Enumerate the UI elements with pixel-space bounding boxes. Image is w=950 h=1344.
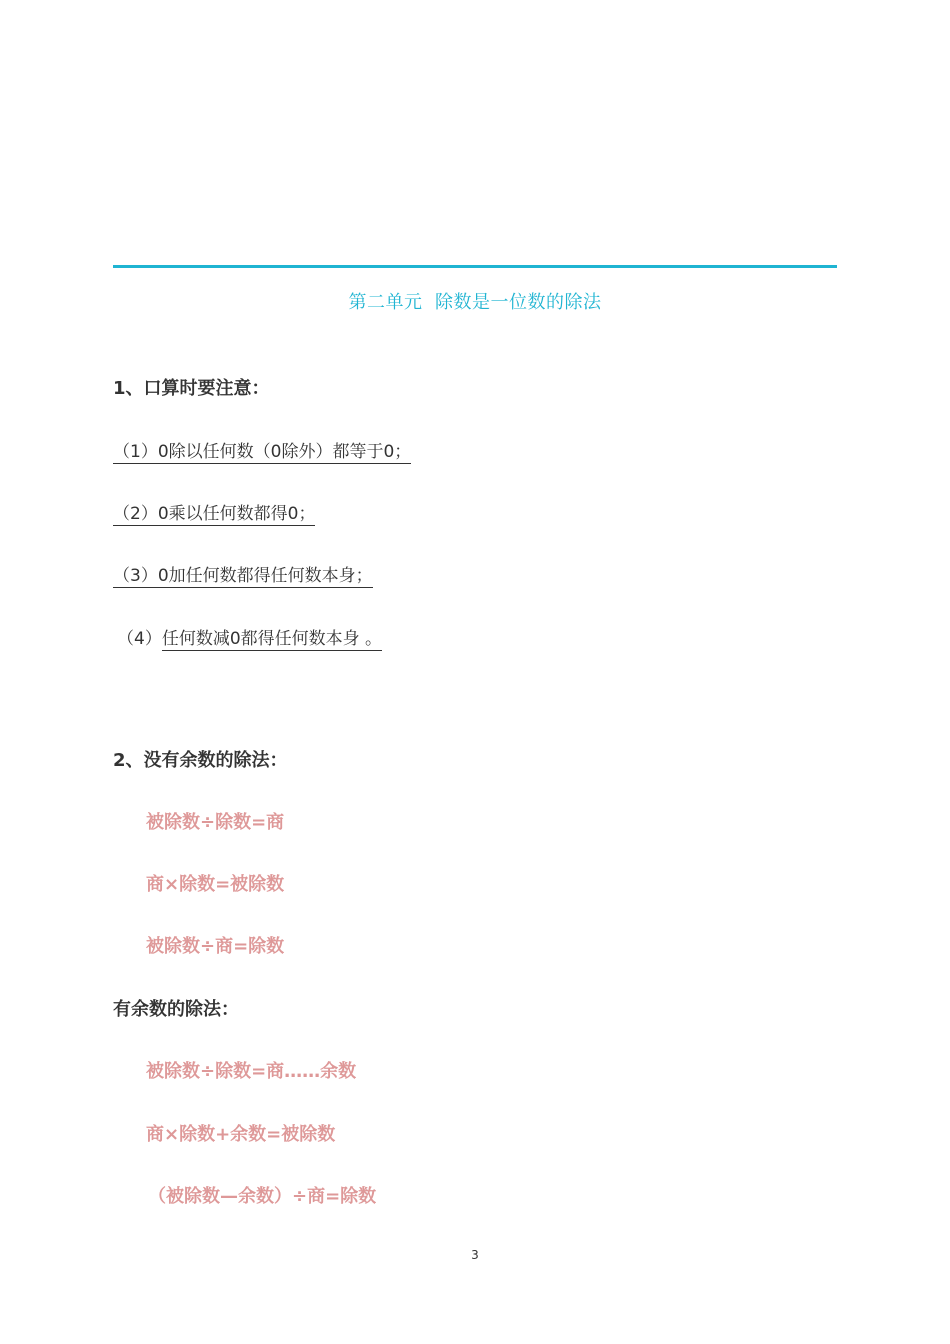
formula-no-remainder-3: 被除数÷商=除数 <box>146 936 285 957</box>
rule-item-4-prefix: （4） <box>117 629 162 649</box>
rule-item-4-text: 任何数减0都得任何数本身 。 <box>161 629 383 649</box>
rule-item-4 <box>117 624 382 649</box>
header-rule <box>113 265 837 268</box>
rule-item-2: （2）0乘以任何数都得0； <box>113 499 315 526</box>
formula-remainder-1: 被除数÷除数=商……余数 <box>146 1061 357 1082</box>
formula-no-remainder-1: 被除数÷除数=商 <box>146 812 285 833</box>
section1-heading: 1、口算时要注意： <box>113 378 270 399</box>
formula-remainder-3: （被除数—余数）÷商=除数 <box>148 1186 377 1207</box>
rule-item-1: （1）0除以任何数（0除外）都等于0； <box>113 437 411 464</box>
unit-title: 第二单元 除数是一位数的除法 <box>348 292 602 313</box>
rule-item-3: （3）0加任何数都得任何数本身； <box>113 561 373 588</box>
page-number: 3 <box>471 1248 479 1262</box>
formula-remainder-2: 商×除数+余数=被除数 <box>146 1124 336 1145</box>
formula-no-remainder-2: 商×除数=被除数 <box>146 874 285 895</box>
section3-heading: 有余数的除法： <box>113 999 239 1020</box>
section2-heading: 2、没有余数的除法： <box>113 750 288 771</box>
